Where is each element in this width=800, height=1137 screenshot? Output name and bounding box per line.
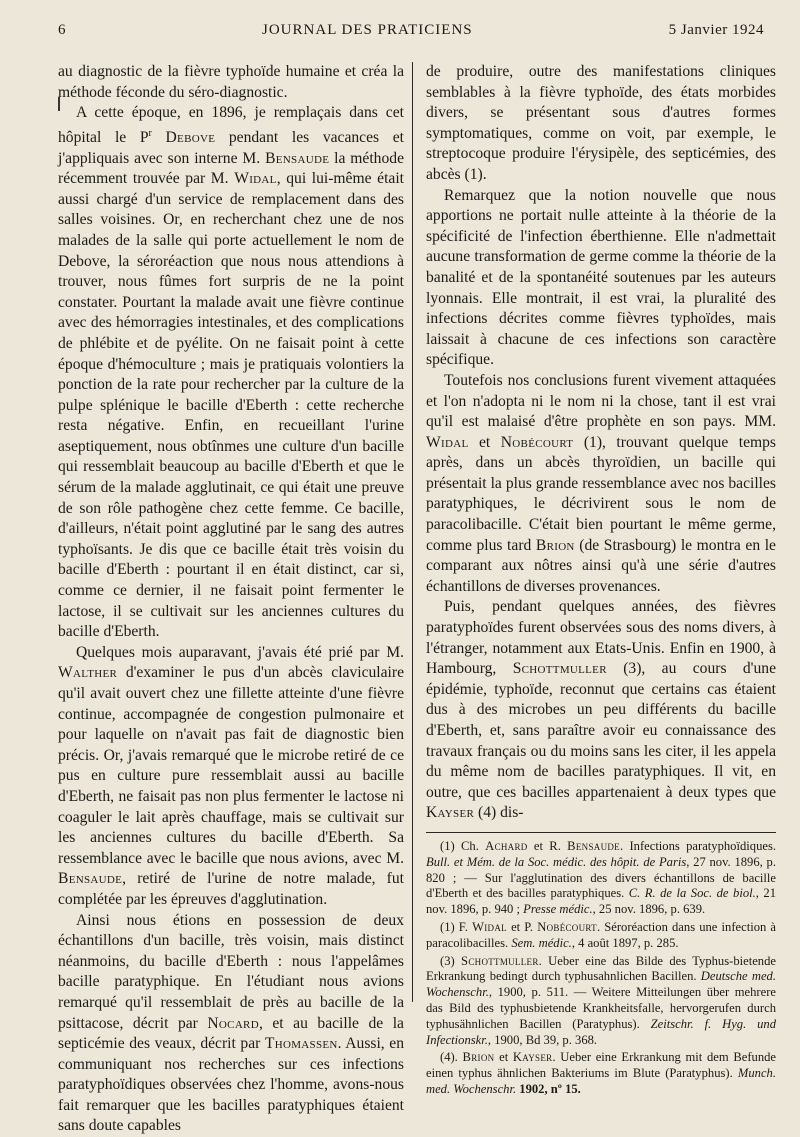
footnote-2: (1) F. Widal et P. Nobécourt. Séroréaction dans une infection à paracolibacilles. Sem. médic., 4 août 1897, p. 285. bbox=[426, 919, 776, 950]
journal-title: JOURNAL DES PRATICIENS bbox=[262, 22, 473, 38]
left-column bbox=[58, 62, 404, 1137]
left-paragraph-4: Ainsi nous étions en possession de deux échantillons d'un bacille, très voisin, mais distinct néanmoins, du bacille d'Eberth : nous l'appelâmes bacille paratyphique. En l'étudiant nous avions remarqué qu'il ressemblait de près au bacille de la psittacose, décrit par Nocard, et au bacille de la septicémie des veaux, décrit par Thomassen. Aussi, en communiquant nos recherches sur ces infections paratyphoïdiques observées chez l'homme, avons-nous fait remarquer que les bacilles paratyphiques étaient sans doute capables bbox=[58, 911, 404, 1135]
left-paragraph-2: A cette époque, en 1896, je remplaçais dans cet hôpital le $P^r$ Debove pendant les vacances et j'appliquais avec son interne M. Bensaude la méthode récemment trouvée par M. Widal, qui lui-même était aussi chargé d'un service de remplacement dans des salles voisines. Or, en recherchant chez une de nos malades de la salle qui porte actuellement le nom de Debove, la séroréaction que nous nous attendions à trouver, nous fûmes fort surpris de ne la point constater. Pourtant la malade avait une fièvre continue avec des hémorragies intestinales, et des complications de phlébite et de pyélite. On ne faisait point à cette époque d'hémoculture ; mais je pratiquais volontiers la ponction de la rate pour rechercher par la culture de la pulpe splénique le bacille d'Eberth : cette recherche resta négative. Enfin, en recueillant l'urine aseptiquement, nous obtînmes une culture d'un bacille qui ressemblait beaucoup au bacille d'Eberth et que le sérum de la malade agglutinait, ce qui était une preuve de son rôle pathogène chez cette femme. Ce bacille, d'ailleurs, n'était point agglutiné par le sang des autres typhoïsants. Je dis que ce bacille était très voisin du bacille d'Eberth : pourtant il en était distinct, car si, comme ce dernier, il ne faisait point fermenter le lactose, il se cultivait sur les anciennes cultures du bacille d'Eberth. bbox=[58, 104, 404, 641]
left-paragraph-1: au diagnostic de la fièvre typhoïde humaine et créa la méthode féconde du séro-diagnostic. bbox=[58, 63, 404, 101]
column-divider bbox=[412, 62, 413, 1002]
right-paragraph-4: Puis, pendant quelques années, des fièvres paratyphoïdes furent observées sous des noms divers, à l'étranger, notamment aux Etats-Unis. Enfin en 1900, à Hambourg, Schottmuller (3), au cours d'une épidémie, typhoïde, reconnut que certains cas étaient dus à des microbes un peu différents du bacille d'Eberth, et, sans paraître avoir eu connaissance des travaux français ou du moins sans les citer, il les appela du même nom de bacilles paratyphiques. Il vit, en outre, que ces bacilles appartenaient à deux types que Kayser (4) dis- bbox=[426, 598, 776, 822]
footnote-1: (1) Ch. Achard et R. Bensaude. Infections paratyphoïdiques. Bull. et Mém. de la Soc. médic. des hôpit. de Paris, 27 nov. 1896, p. 820 ; — Sur l'agglutination des divers échantillons de bacille d'Eberth et des bacilles paratyphiques. C. R. de la Soc. de biol., 21 nov. 1896, p. 940 ; Presse médic., 25 nov. 1896, p. 639. bbox=[426, 838, 777, 917]
right-paragraph-3: Toutefois nos conclusions furent vivement attaquées et l'on n'adopta ni le nom ni la chose, tant il est vrai qu'il est malaisé d'être prophète en son pays. MM. Widal et Nobécourt (1), trouvant quelque temps après, dans un abcès thyroïdien, un bacille qui présentait la plus grande ressemblance avec nos bacilles paratyphiques, le décrivirent sous le nom de paracolibacille. C'était bien pourtant le même germe, comme plus tard Brion (de Strasbourg) le montra en le comparant aux nôtres ainsi qu'à une série d'autres échantillons de diverses provenances. bbox=[426, 371, 776, 595]
footnote-3: (3) Schottmuller. Ueber eine das Bilde des Typhus-bietende Erkrankung bedingt durch typhusahnlichen Bacillen. Deutsche med. Wochenschr., 1900, p. 511. — Weitere Mitteilungen über mehrere das Bild des typhusbietende Krankheitsfalle, hervorgerufen durch typhusähnlichen Bacillen (Paratyphus). Zeitschr. f. Hyg. und Infectionskr., 1900, Bd 39, p. 368. bbox=[426, 953, 776, 1047]
page-number: 6 bbox=[58, 22, 66, 38]
right-column bbox=[426, 62, 776, 1100]
issue-date: 5 Janvier 1924 bbox=[668, 22, 764, 38]
footnote-4: (4). Brion et Kayser. Ueber eine Erkrankung mit dem Befunde einen typhus ähnlichen Bakteriums im Blute (Paratyphus). Munch. med. Wochenschr. 1902, nº 15. bbox=[426, 1050, 777, 1096]
footnote-separator bbox=[426, 832, 776, 833]
right-paragraph-2: Remarquez que la notion nouvelle que nous apportions ne portait nulle atteinte à la théorie de la spécificité de l'infection éberthienne. Elle n'admettait aucune transformation de germe comme la théorie de la banalité et de la spontanéité soutenues par les auteurs lyonnais. Elle montrait, il est vrai, la pluralité des infections décrites comme fièvres typhoïdes, mais laissait à chacune de ces infections son caractère spécifique. bbox=[426, 186, 776, 369]
running-header bbox=[58, 22, 764, 46]
footnotes bbox=[426, 839, 776, 1098]
left-paragraph-3: Quelques mois auparavant, j'avais été prié par M. Walther d'examiner le pus d'un abcès claviculaire qu'il avait ouvert chez une fillette atteinte d'une fièvre continue, accompagnée de congestion pulmonaire et pour laquelle on n'avait pas fait de diagnostic bien précis. Or, j'avais remarqué que le microbe retiré de ce pus en culture pure ressemblait aussi au bacille d'Eberth, ne faisait pas non plus fermenter le lactose ni coaguler le lait après chauffage, mais se cultivait sur les anciennes cultures du bacille d'Eberth. Sa ressemblance avec le bacille que nous avions, avec M. Bensaude, retiré de l'urine de notre malade, fut complétée par les épreuves d'agglutination. bbox=[58, 643, 404, 908]
right-paragraph-1: de produire, outre des manifestations cliniques semblables à la fièvre typhoïde, des états morbides divers, se présentant sous d'autres formes symptomatiques, comme on voit, par exemple, le streptocoque produire l'érysipèle, des septicémies, des abcès (1). bbox=[426, 63, 776, 183]
